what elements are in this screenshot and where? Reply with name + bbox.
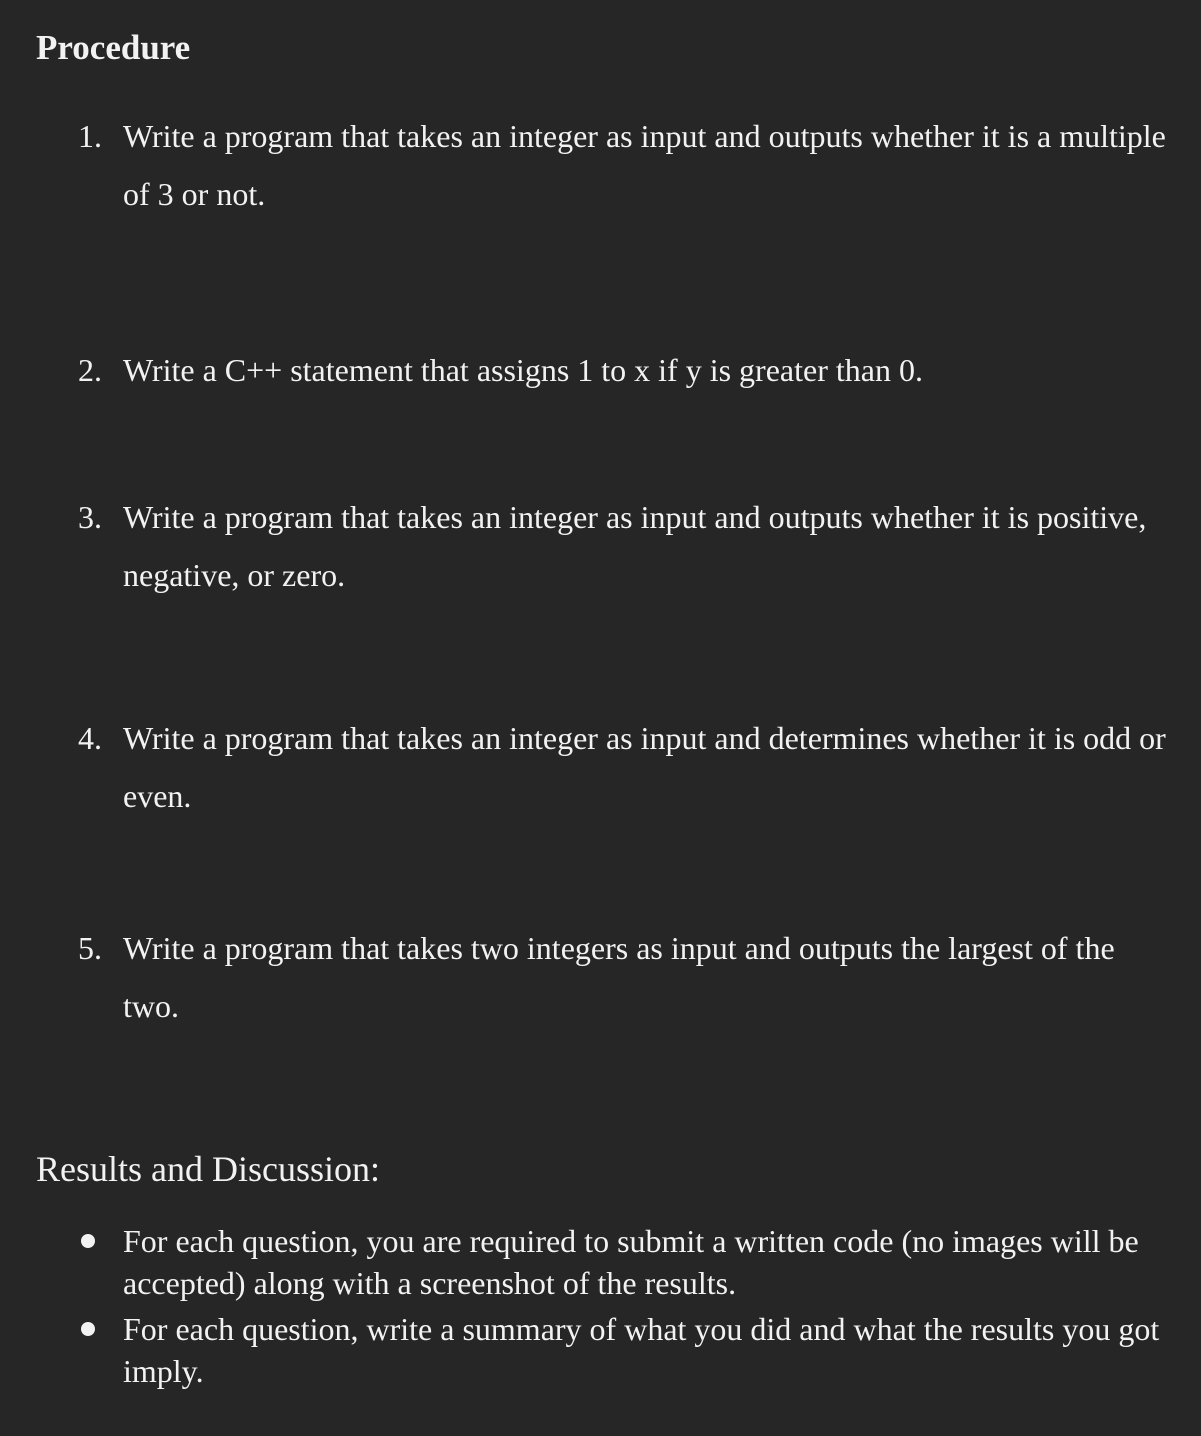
bullet-icon xyxy=(81,1322,95,1336)
results-bullet-item xyxy=(0,1308,1201,1392)
step-number: 3. xyxy=(78,499,102,535)
step-text: Write a program that takes two integers as input and outputs the largest of the two. xyxy=(123,930,1115,1024)
step-text: Write a C++ statement that assigns 1 to x if y is greater than 0. xyxy=(123,352,923,388)
step-number: 4. xyxy=(78,720,102,756)
bullet-text: For each question, write a summary of what you did and what the results you got imply. xyxy=(123,1311,1160,1389)
step-number: 2. xyxy=(78,352,102,388)
procedure-step xyxy=(78,107,1168,223)
procedure-heading: Procedure xyxy=(36,28,191,67)
step-text: Write a program that takes an integer as input and determines whether it is odd or even. xyxy=(123,720,1166,814)
bullet-icon xyxy=(81,1234,95,1248)
results-bullet-list xyxy=(0,1220,1201,1396)
procedure-step xyxy=(78,488,1168,604)
results-heading: Results and Discussion: xyxy=(36,1149,381,1189)
procedure-step xyxy=(78,709,1168,825)
step-text: Write a program that takes an integer as input and outputs whether it is a multiple of 3 or not. xyxy=(123,118,1166,212)
step-number: 1. xyxy=(78,118,102,154)
procedure-step xyxy=(78,919,1168,1035)
results-bullet-item xyxy=(0,1220,1201,1304)
step-number: 5. xyxy=(78,930,102,966)
step-text: Write a program that takes an integer as input and outputs whether it is positive, negative, or zero. xyxy=(123,499,1147,593)
procedure-step xyxy=(78,341,1168,399)
bullet-text: For each question, you are required to submit a written code (no images will be accepted) along with a screenshot of the results. xyxy=(123,1223,1139,1301)
